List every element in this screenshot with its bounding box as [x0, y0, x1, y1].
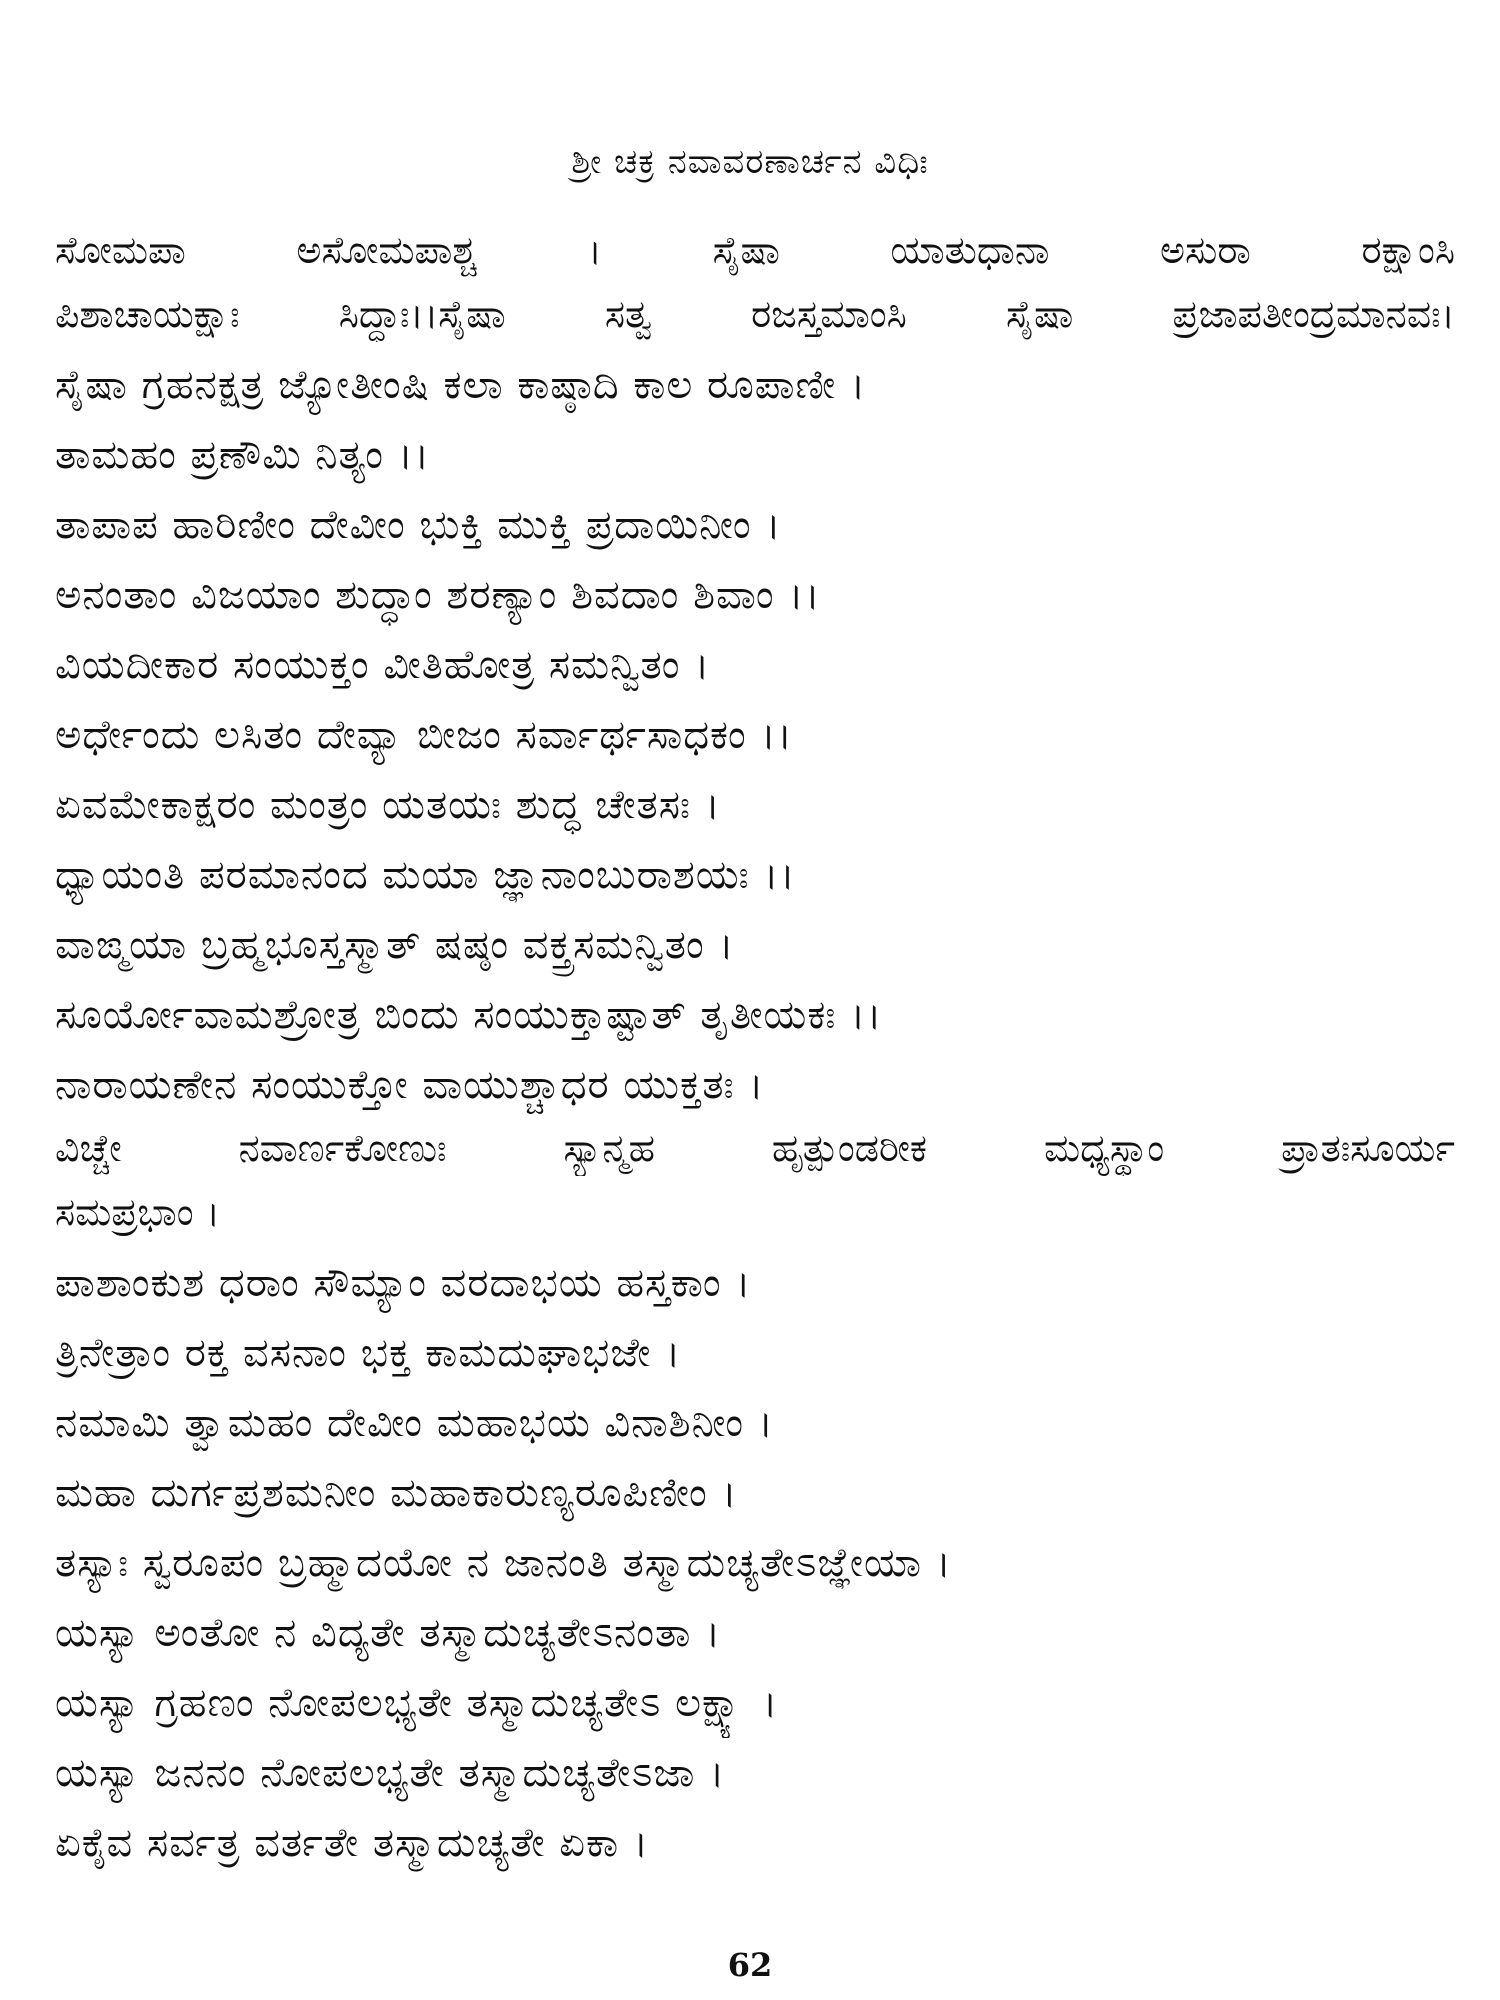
text-line: ನಮಾಮಿ ತ್ವಾಮಹಂ ದೇವೀಂ ಮಹಾಭಯ ವಿನಾಶಿನೀಂ ।	[55, 1400, 774, 1446]
text-line: ಸೋಮಪಾ ಅಸೋಮಪಾಶ್ಚ । ಸೈಷಾ ಯಾತುಧಾನಾ ಅಸುರಾ ರಕ್ಷಾಂಸಿ	[55, 228, 1455, 272]
text-line: ಏಕೈವ ಸರ್ವತ್ರ ವರ್ತತೇ ತಸ್ಮಾದುಚ್ಯತೇ ಏಕಾ ।	[55, 1820, 650, 1866]
text-line: ಪಾಶಾಂಕುಶ ಧರಾಂ ಸೌಮ್ಯಾಂ ವರದಾಭಯ ಹಸ್ತಕಾಂ ।	[55, 1260, 752, 1306]
text-line: ಏವಮೇಕಾಕ್ಷರಂ ಮಂತ್ರಂ ಯತಯಃ ಶುದ್ಧ ಚೇತಸಃ ।	[55, 782, 721, 828]
text-line: ಯಸ್ಯಾ ಅಂತೋ ನ ವಿದ್ಯತೇ ತಸ್ಮಾದುಚ್ಯತೇಽನಂತಾ ।	[55, 1610, 722, 1656]
text-line: ಸಮಪ್ರಭಾಂ ।	[55, 1190, 221, 1234]
text-line: ವಿಯದೀಕಾರ ಸಂಯುಕ್ತಂ ವೀತಿಹೋತ್ರ ಸಮನ್ವಿತಂ ।	[55, 642, 711, 688]
text-line: ಧ್ಯಾಯಂತಿ ಪರಮಾನಂದ ಮಯಾ ಜ್ಞಾನಾಂಬುರಾಶಯಃ ।।	[55, 852, 796, 898]
text-line: ಅರ್ಧೇಂದು ಲಸಿತಂ ದೇವ್ಯಾ ಬೀಜಂ ಸರ್ವಾರ್ಥಸಾಧಕಂ ।।	[55, 712, 793, 758]
text-line: ಪಿಶಾಚಾಯಕ್ಷಾಃ ಸಿದ್ಧಾಃ।।ಸೈಷಾ ಸತ್ವ ರಜಸ್ತಮಾಂಸಿ ಸೈಷಾ ಪ್ರಜಾಪತೀಂದ್ರಮಾನವಃ।	[55, 292, 1455, 336]
running-header: ಶ್ರೀ ಚಕ್ರ ನವಾವರಣಾರ್ಚನ ವಿಧಿಃ	[571, 142, 929, 182]
text-line: ನಾರಾಯಣೇನ ಸಂಯುಕ್ತೋ ವಾಯುಶ್ಚಾಧರ ಯುಕ್ತತಃ ।	[55, 1062, 765, 1108]
text-line: ತಸ್ಯಾಃ ಸ್ವರೂಪಂ ಬ್ರಹ್ಮಾದಯೋ ನ ಜಾನಂತಿ ತಸ್ಮಾದುಚ್ಯತೇಽಜ್ಞೇಯಾ ।	[55, 1540, 952, 1586]
text-line: ತಾಮಹಂ ಪ್ರಣೌಮಿ ನಿತ್ಯಂ ।।	[55, 432, 431, 478]
text-line: ಯಸ್ಯಾ ಗ್ರಹಣಂ ನೋಪಲಭ್ಯತೇ ತಸ್ಮಾದುಚ್ಯತೇಽ ಲಕ್ಷ್ಯಾ ।	[55, 1680, 779, 1726]
text-line: ತ್ರಿನೇತ್ರಾಂ ರಕ್ತ ವಸನಾಂ ಭಕ್ತ ಕಾಮದುಘಾಭಜೇ ।	[55, 1330, 682, 1376]
text-line: ಸೈಷಾ ಗ್ರಹನಕ್ಷತ್ರ ಜ್ಯೋತೀಂಷಿ ಕಲಾ ಕಾಷ್ಠಾದಿ ಕಾಲ ರೂಪಾಣೀ ।	[55, 362, 867, 408]
text-line: ಯಸ್ಯಾ ಜನನಂ ನೋಪಲಭ್ಯತೇ ತಸ್ಮಾದುಚ್ಯತೇಽಜಾ ।	[55, 1750, 726, 1796]
page-number: 62	[727, 1946, 773, 1984]
text-line: ತಾಪಾಪ ಹಾರಿಣೀಂ ದೇವೀಂ ಭುಕ್ತಿ ಮುಕ್ತಿ ಪ್ರದಾಯಿನೀಂ ।	[55, 502, 782, 548]
text-line: ಸೂರ್ಯೋವಾಮಶ್ರೋತ್ರ ಬಿಂದು ಸಂಯುಕ್ತಾಷ್ಟಾತ್ ತೃತೀಯಕಃ ।।	[55, 992, 883, 1038]
verse-block	[55, 222, 1455, 1878]
text-line: ಮಹಾ ದುರ್ಗಪ್ರಶಮನೀಂ ಮಹಾಕಾರುಣ್ಯರೂಪಿಣೀಂ ।	[55, 1470, 738, 1516]
text-line: ವಾಙ್ಮಯಾ ಬ್ರಹ್ಮಭೂಸ್ತಸ್ಮಾತ್ ಷಷ್ಠಂ ವಕ್ತ್ರಸಮನ್ವಿತಂ ।	[55, 922, 735, 968]
text-line: ಅನಂತಾಂ ವಿಜಯಾಂ ಶುದ್ಧಾಂ ಶರಣ್ಯಾಂ ಶಿವದಾಂ ಶಿವಾಂ ।।	[55, 572, 821, 618]
text-line: ವಿಚ್ಚೇ ನವಾರ್ಣಕೋಣುಃ ಸ್ಯಾನ್ಮಹ ಹೃತ್ಪುಂಡರೀಕ ಮಧ್ಯಸ್ಥಾಂ ಪ್ರಾತಃಸೂರ್ಯ	[55, 1126, 1455, 1170]
